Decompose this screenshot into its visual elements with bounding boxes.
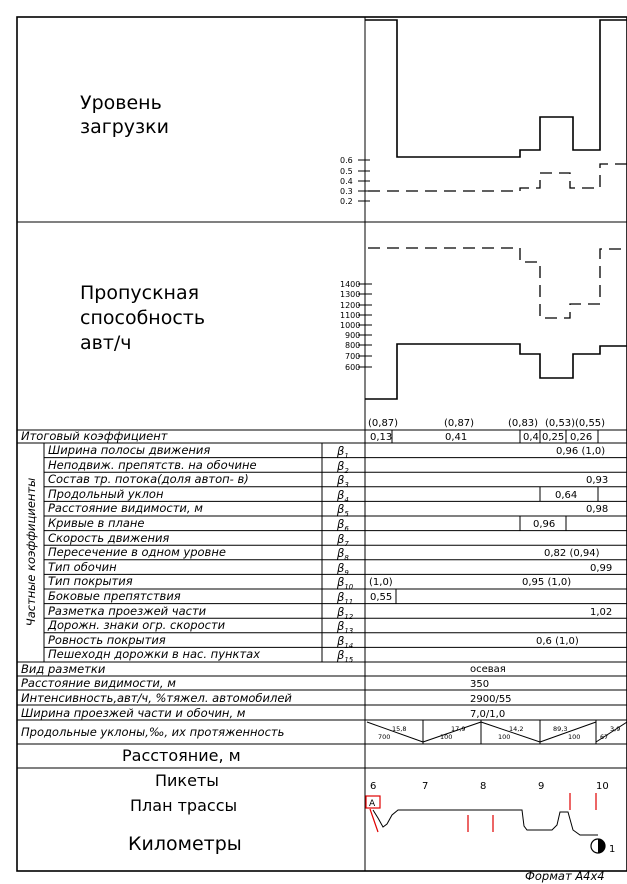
grade-value: 14,2	[509, 725, 524, 733]
beta-index: 15	[344, 656, 354, 664]
svg-text:β5	[336, 502, 349, 518]
capacity-tick: 1100	[340, 311, 361, 320]
pickets-label: Пикеты	[155, 771, 219, 790]
coef-label: Пешеходн дорожки в нас. пунктах	[48, 647, 261, 661]
beta-index: 11	[344, 598, 354, 606]
grade-length: 100	[440, 733, 453, 741]
beta-index: 7	[344, 540, 349, 548]
beta-index: 4	[344, 496, 349, 504]
capacity-dashed-line	[368, 248, 627, 318]
coef-value: 0,82 (0,94)	[544, 548, 600, 559]
grade-value: 3,9	[610, 725, 621, 733]
load-tick: 0.3	[340, 187, 353, 196]
grade-length: 100	[498, 733, 511, 741]
beta-symbol: β	[337, 517, 345, 531]
coef-label: Пересечение в одном уровне	[48, 545, 226, 559]
coef-value: 0,55	[370, 592, 393, 603]
coef-value: 0,6 (1,0)	[536, 636, 579, 647]
grade-value: 15,8	[392, 725, 407, 733]
capacity-tick: 1000	[340, 321, 361, 330]
coef-value: 0,96	[533, 519, 556, 530]
distance-label: Расстояние, м	[122, 746, 241, 765]
coef-label: Ширина полосы движения	[48, 443, 211, 457]
picket-number: 10	[596, 781, 609, 792]
load-tick: 0.6	[340, 156, 353, 165]
grade-length: 700	[378, 733, 391, 741]
format-label: Формат А4х4	[525, 869, 605, 883]
beta-symbol: β	[337, 459, 345, 473]
beta-index: 13	[344, 627, 354, 635]
capacity-title-line2: способность	[80, 307, 206, 329]
beta-index: 2	[344, 467, 349, 475]
top-value: (0,87)	[368, 418, 399, 429]
partial-coefficients-group-label: Частные коэффициенты	[24, 477, 38, 627]
info-value: осевая	[470, 664, 506, 675]
beta-index: 1	[344, 452, 349, 460]
beta-symbol: β	[337, 561, 345, 575]
info-value: 7,0/1,0	[470, 709, 506, 720]
picket-number: 7	[422, 781, 429, 792]
plan-label: План трассы	[130, 796, 238, 815]
beta-symbol: β	[337, 488, 345, 502]
beta-index: 9	[344, 569, 349, 577]
coef-value: 1,02	[590, 607, 613, 618]
coef-label: Состав тр. потока(доля автоп- в)	[48, 472, 249, 486]
route-plan-line	[373, 810, 598, 835]
coef-label: Дорожн. знаки огр. скорости	[48, 618, 226, 632]
beta-symbol: β	[337, 634, 345, 648]
picket-number: 8	[480, 781, 487, 792]
coef-label: Ровность покрытия	[48, 633, 166, 647]
top-value: (0,53)	[545, 418, 576, 429]
coef-label: Продольный уклон	[48, 487, 164, 501]
beta-index: 5	[344, 510, 349, 518]
coef-value-left: (1,0)	[369, 577, 393, 588]
capacity-tick: 1400	[340, 280, 361, 289]
coef-label: Скорость движения	[48, 531, 170, 545]
capacity-tick: 700	[345, 352, 361, 361]
kilometer-marker-icon	[591, 839, 605, 853]
top-value: (0,55)	[575, 418, 606, 429]
svg-text:β13	[336, 619, 353, 635]
grade-value: 89,3	[553, 725, 568, 733]
beta-index: 10	[344, 583, 354, 591]
beta-index: 6	[344, 525, 349, 533]
info-label: Вид разметки	[21, 662, 106, 676]
info-label: Расстояние видимости, м	[21, 676, 176, 690]
start-marker-label: А	[369, 799, 376, 809]
kilometers-label: Километры	[128, 833, 242, 855]
beta-symbol: β	[337, 648, 345, 662]
total-coefficient-value: 0,4	[523, 432, 539, 443]
capacity-tick: 800	[345, 341, 361, 350]
load-level-title-line2: загрузки	[80, 116, 169, 138]
coef-value: 0,99	[590, 563, 613, 574]
grade-length: 100	[568, 733, 581, 741]
coef-label: Расстояние видимости, м	[48, 501, 203, 515]
load-level-title-line1: Уровень	[80, 92, 162, 114]
coef-value: 0,93	[586, 475, 609, 486]
capacity-solid-line	[365, 344, 627, 399]
svg-text:β8	[336, 546, 349, 562]
beta-symbol: β	[337, 575, 345, 589]
coef-value: 0,96 (1,0)	[556, 446, 606, 457]
svg-text:β15	[336, 648, 354, 664]
beta-symbol: β	[337, 619, 345, 633]
svg-text:β1	[336, 444, 349, 460]
info-label: Интенсивность,авт/ч, %тяжел. автомобилей	[21, 691, 292, 705]
svg-text:β10	[336, 575, 354, 591]
coef-value: 0,98	[586, 504, 609, 515]
capacity-tick: 1300	[340, 290, 361, 299]
kilometer-value: 1	[609, 844, 616, 855]
total-coefficient-value: 0,26	[570, 432, 593, 443]
beta-index: 12	[344, 613, 354, 621]
beta-symbol: β	[337, 605, 345, 619]
coef-label: Боковые препятствия	[48, 589, 181, 603]
load-tick: 0.4	[340, 177, 353, 186]
load-level-solid-line	[365, 20, 627, 157]
picket-number: 6	[370, 781, 377, 792]
coef-label: Тип обочин	[48, 560, 117, 574]
coef-label: Разметка проезжей части	[48, 604, 207, 618]
info-rows	[17, 662, 627, 720]
svg-text:β11	[336, 590, 353, 606]
coef-value: 0,64	[555, 490, 578, 501]
load-tick: 0.2	[340, 197, 353, 206]
capacity-axis	[340, 280, 372, 372]
load-level-dashed-line	[368, 164, 627, 191]
coef-value: 0,95 (1,0)	[522, 577, 572, 588]
grade-value: 17,9	[451, 725, 466, 733]
beta-symbol: β	[337, 590, 345, 604]
capacity-tick: 600	[345, 363, 361, 372]
load-tick: 0.5	[340, 167, 353, 176]
top-value: (0,83)	[508, 418, 539, 429]
coef-label: Кривые в плане	[48, 516, 145, 530]
capacity-title-line3: авт/ч	[80, 332, 132, 354]
info-value: 2900/55	[470, 694, 512, 705]
total-coefficient-label: Итоговый коэффициент	[21, 429, 168, 443]
capacity-tick: 900	[345, 331, 361, 340]
beta-index: 14	[344, 642, 354, 650]
capacity-tick: 1200	[340, 301, 361, 310]
grade-length: 67	[600, 733, 609, 741]
beta-index: 8	[344, 554, 349, 562]
svg-text:β6	[336, 517, 349, 533]
capacity-title-line1: Пропускная	[80, 282, 200, 304]
svg-text:β3	[336, 473, 349, 489]
total-coefficient-value: 0,13	[370, 432, 393, 443]
coef-label: Неподвиж. препятств. на обочине	[48, 458, 257, 472]
total-coefficient-cells	[370, 430, 598, 443]
beta-index: 3	[344, 481, 349, 489]
picket-number: 9	[538, 781, 545, 792]
beta-symbols	[336, 444, 354, 664]
total-coefficient-value: 0,41	[445, 432, 468, 443]
beta-symbol: β	[337, 444, 345, 458]
beta-symbol: β	[337, 502, 345, 516]
grades-row	[17, 720, 627, 744]
info-value: 350	[470, 679, 490, 690]
beta-symbol: β	[337, 473, 345, 487]
coef-label: Тип покрытия	[48, 574, 133, 588]
beta-symbol: β	[337, 546, 345, 560]
total-coefficient-value: 0,25	[542, 432, 565, 443]
grades-label: Продольные уклоны,‰, их протяженность	[21, 725, 285, 739]
beta-symbol: β	[337, 532, 345, 546]
info-label: Ширина проезжей части и обочин, м	[21, 706, 246, 720]
top-value: (0,87)	[444, 418, 475, 429]
